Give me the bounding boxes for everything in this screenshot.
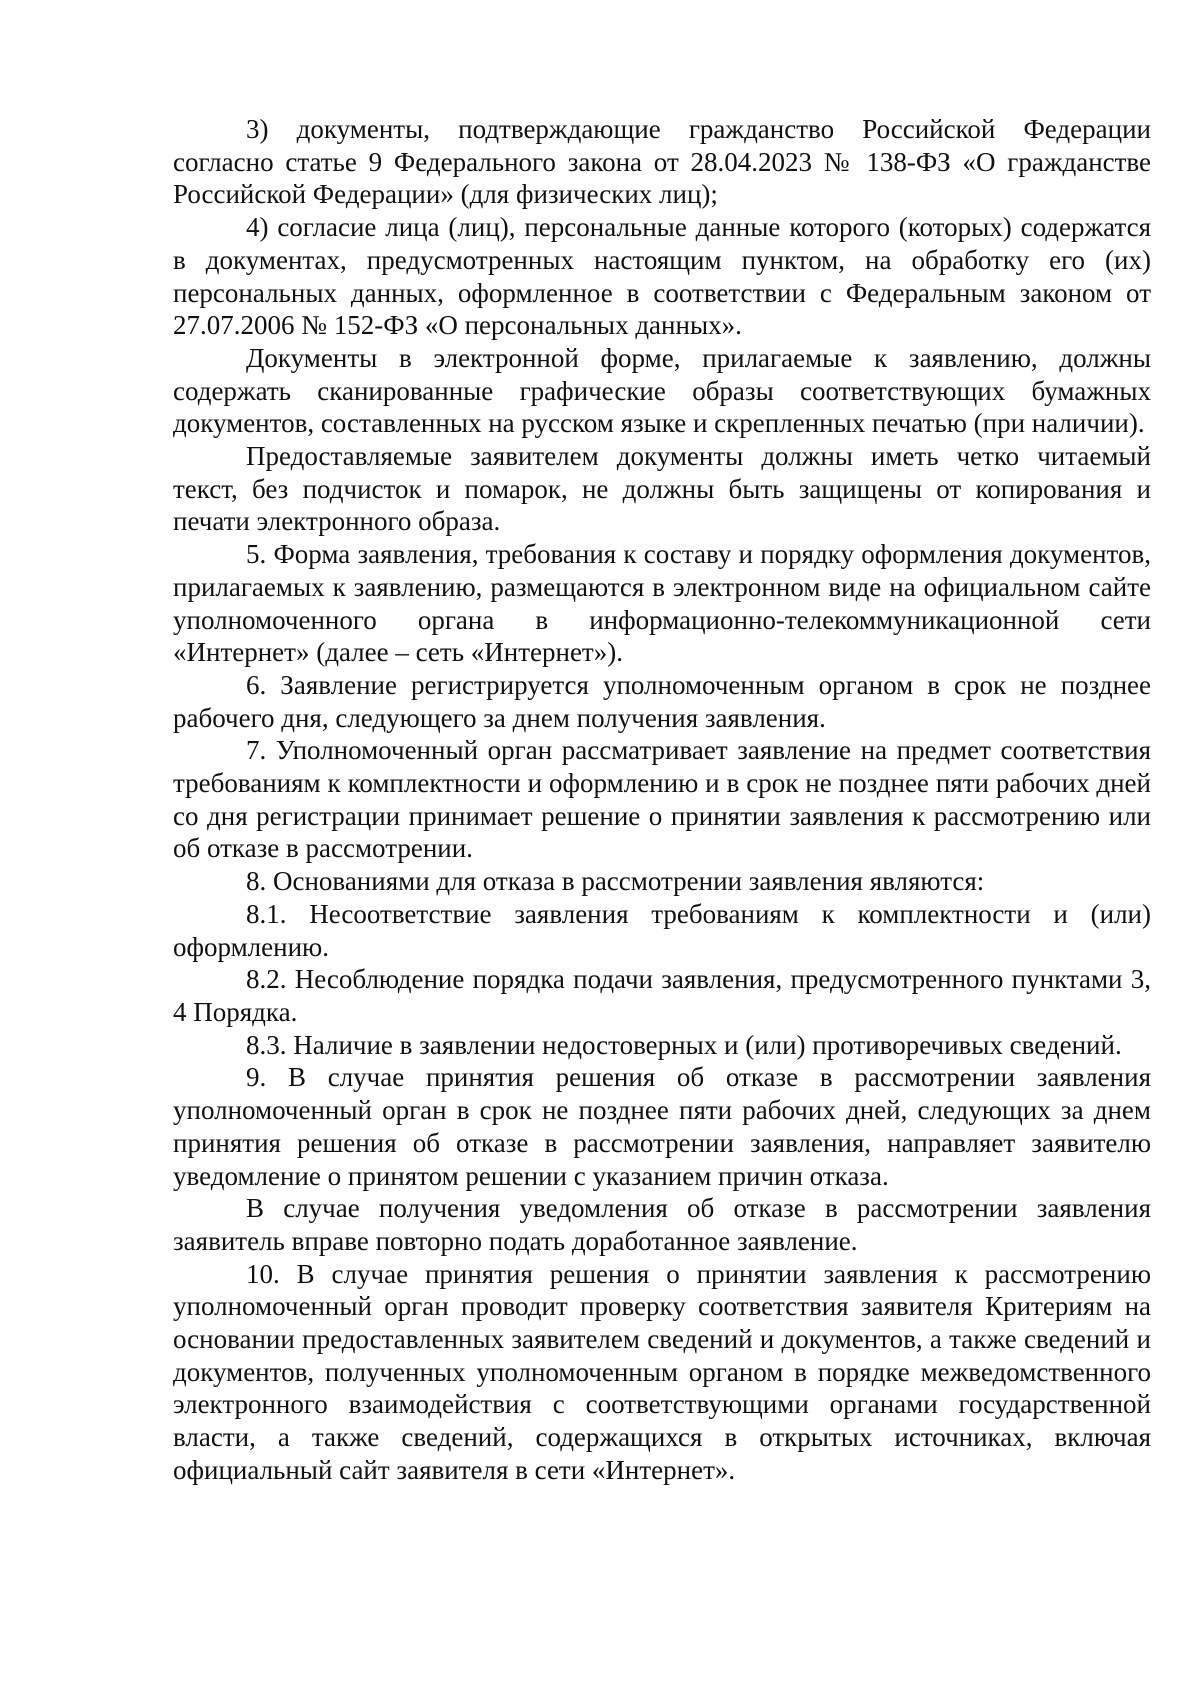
- paragraph-clause-10: 10. В случае принятия решения о принятии заявления к рассмотрению уполномоченный орган проводит проверку соответствия заявителя Критериям на основании предоставленных заявителем сведений и документов, а также сведений и документов, полученных уполномоченным органом в порядке межведомственного электронного взаимодействия с соответствующими органами государственной власти, а также сведений, содержащихся в открытых источниках, включая официальный сайт заявителя в сети «Интернет».: [173, 1258, 1151, 1485]
- paragraph-resubmission: В случае получения уведомления об отказе в рассмотрении заявления заявитель вправе повторно подать доработанное заявление.: [173, 1193, 1151, 1256]
- paragraph-item-3-citizenship-documents: 3) документы, подтверждающие гражданство Российской Федерации согласно статье 9 Федерального закона от 28.04.2023 № 138-ФЗ «О гражданстве Российской Федерации» (для физических лиц);: [173, 114, 1151, 210]
- paragraph-clause-9: 9. В случае принятия решения об отказе в рассмотрении заявления уполномоченный орган в срок не позднее пяти рабочих дней, следующих за днем принятия решения об отказе в рассмотрении заявления, направляет заявителю уведомление о принятом решении с указанием причин отказа.: [173, 1062, 1151, 1191]
- paragraph-electronic-documents: Документы в электронной форме, прилагаемые к заявлению, должны содержать сканированные графические образы соответствующих бумажных документов, составленных на русском языке и скрепленных печатью (при наличии).: [173, 342, 1151, 439]
- paragraph-item-4-personal-data-consent: 4) согласие лица (лиц), персональные данные которого (которых) содержатся в документах, предусмотренных настоящим пунктом, на обработку его (их) персональных данных, оформленное в соответствии с Федеральным законом от 27.07.2006 № 152-ФЗ «О персональных данных».: [173, 212, 1151, 341]
- paragraph-clause-5: 5. Форма заявления, требования к составу и порядку оформления документов, прилагаемых к заявлению, размещаются в электронном виде на официальном сайте уполномоченного органа в информационно-телекоммуникационной сети «Интернет» (далее – сеть «Интернет»).: [173, 539, 1151, 668]
- paragraph-clause-6: 6. Заявление регистрируется уполномоченным органом в срок не позднее рабочего дня, следующего за днем получения заявления.: [173, 669, 1151, 733]
- paragraph-readable-documents: Предоставляемые заявителем документы должны иметь четко читаемый текст, без подчисток и помарок, не должны быть защищены от копирования и печати электронного образа.: [173, 441, 1151, 537]
- document-body: [173, 113, 1151, 1487]
- paragraph-clause-8-1: 8.1. Несоответствие заявления требованиям к комплектности и (или) оформлению.: [173, 898, 1151, 962]
- paragraph-clause-8-2: 8.2. Несоблюдение порядка подачи заявления, предусмотренного пунктами 3, 4 Порядка.: [173, 964, 1151, 1027]
- paragraph-clause-8: 8. Основаниями для отказа в рассмотрении заявления являются:: [246, 866, 985, 897]
- paragraph-clause-7: 7. Уполномоченный орган рассматривает заявление на предмет соответствия требованиям к комплектности и оформлению и в срок не позднее пяти рабочих дней со дня регистрации принимает решение о принятии заявления к рассмотрению или об отказе в рассмотрении.: [173, 735, 1151, 864]
- paragraph-clause-8-3: 8.3. Наличие в заявлении недостоверных и (или) противоречивых сведений.: [246, 1029, 1122, 1060]
